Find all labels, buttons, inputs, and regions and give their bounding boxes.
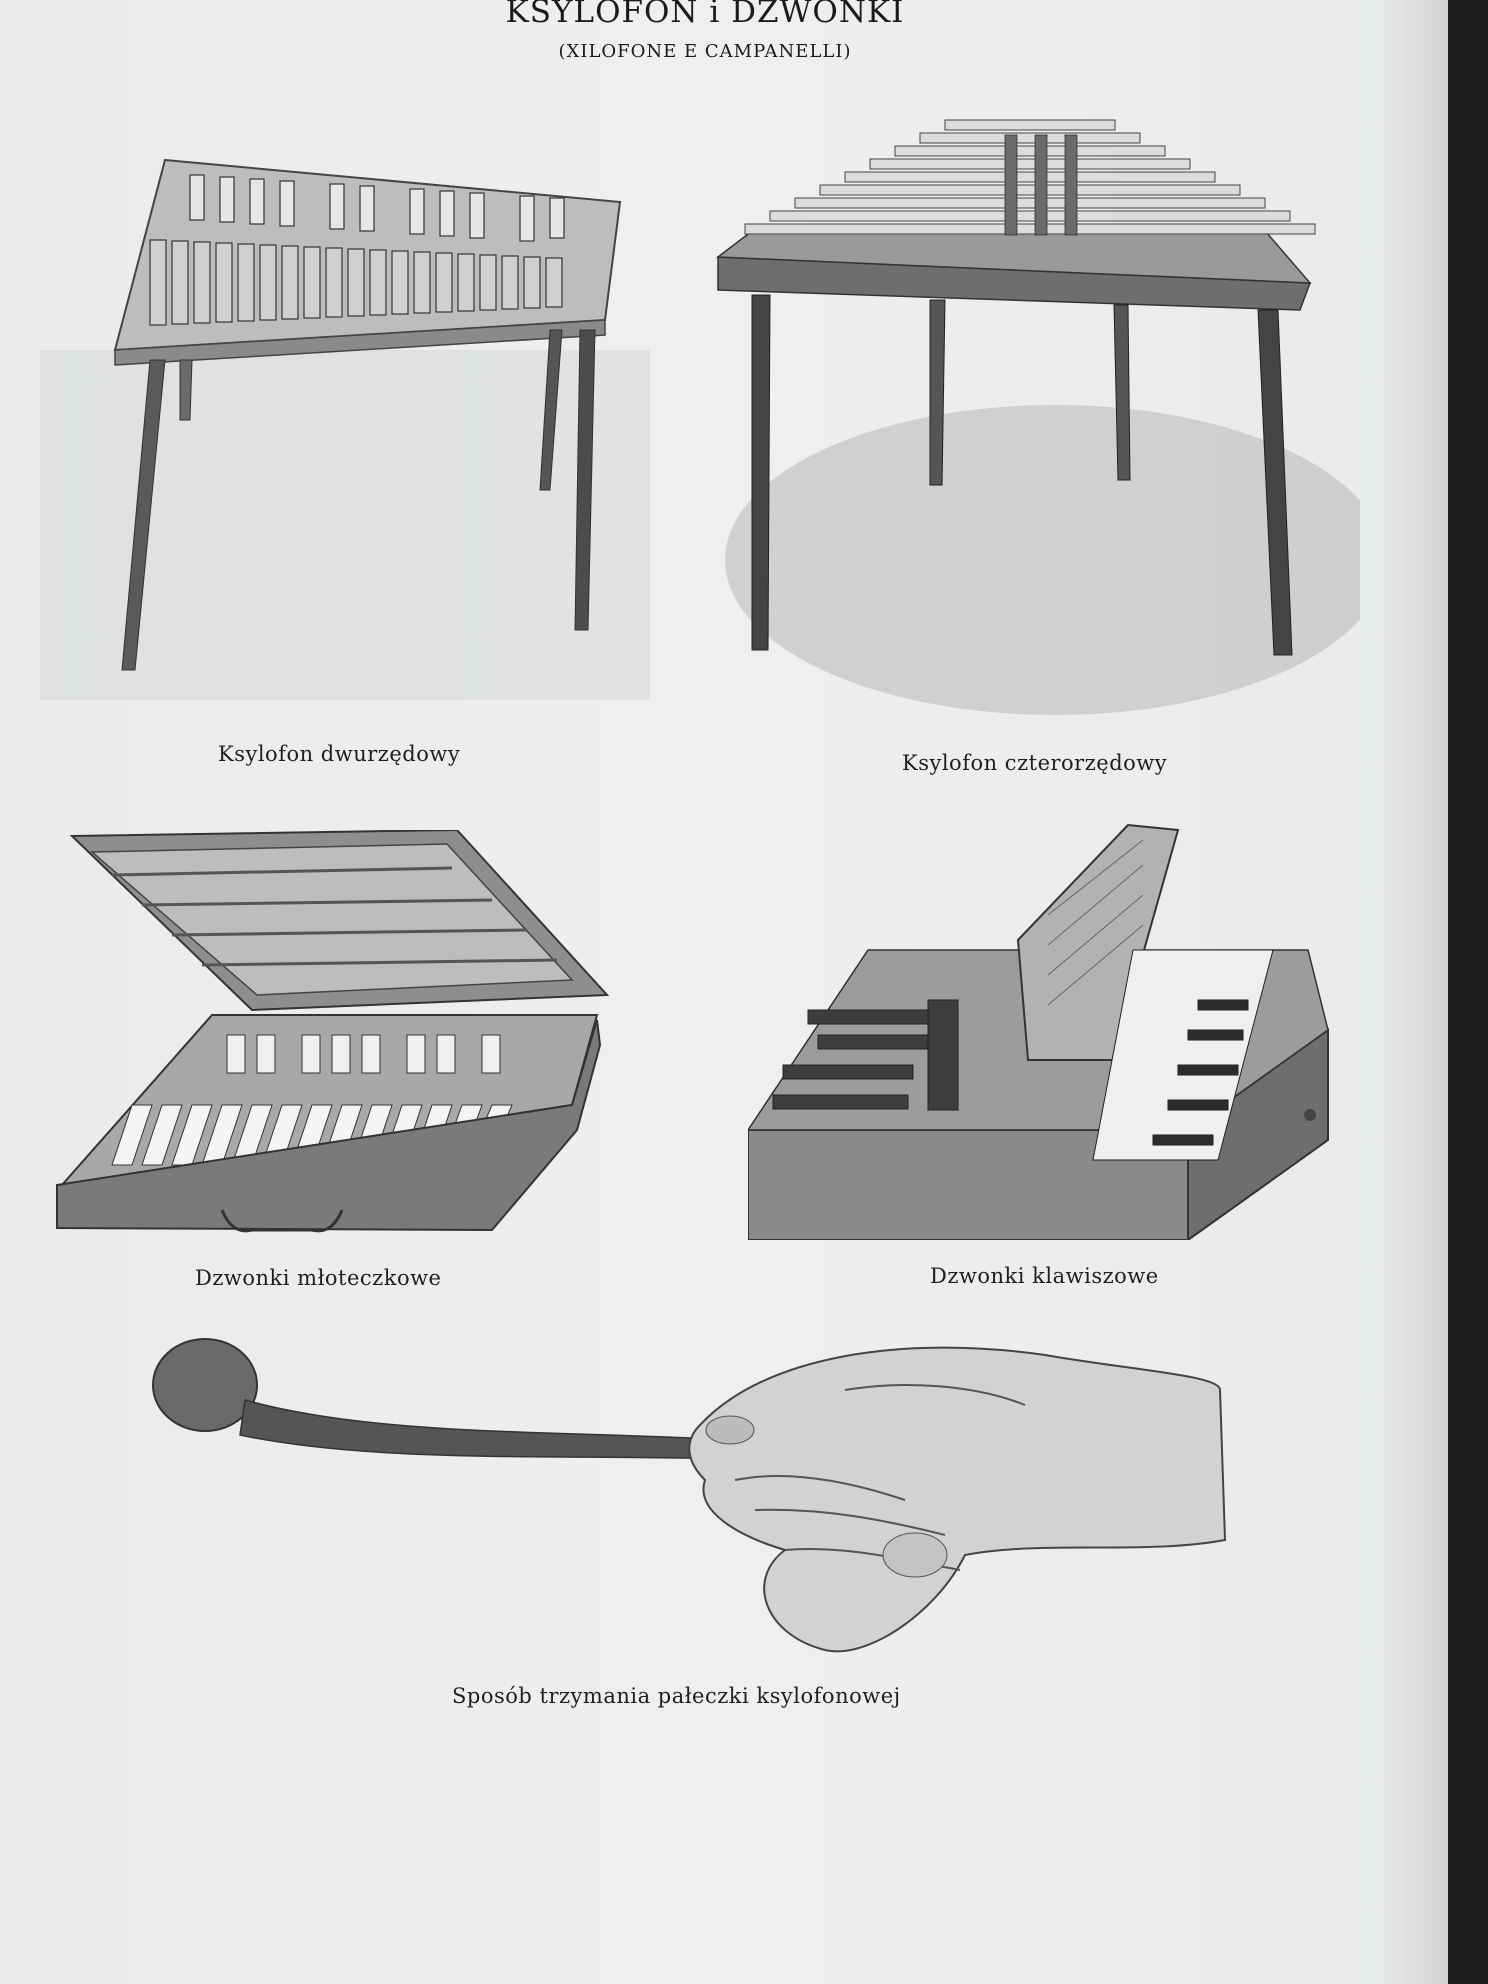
two-row-xylophone-illustration [40,150,660,700]
page-subtitle: (XILOFONE E CAMPANELLI) [558,41,852,62]
page-title: KSYLOFON i DZWONKI [505,0,905,30]
page-edge-shadow [1378,0,1448,1984]
caption-two-row-xylophone: Ksylofon dwurzędowy [218,742,461,766]
hand-holding-mallet-illustration [145,1330,1235,1670]
four-row-xylophone-illustration [700,115,1360,725]
caption-keyboard-bells: Dzwonki klawiszowe [930,1264,1159,1288]
caption-mallet-bells: Dzwonki młoteczkowe [195,1266,442,1290]
mallet-bells-case-illustration [52,830,622,1245]
keyboard-bells-illustration [748,820,1338,1240]
caption-hand-mallet: Sposób trzymania pałeczki ksylofonowej [452,1684,901,1708]
caption-four-row-xylophone: Ksylofon czterorzędowy [902,751,1168,775]
